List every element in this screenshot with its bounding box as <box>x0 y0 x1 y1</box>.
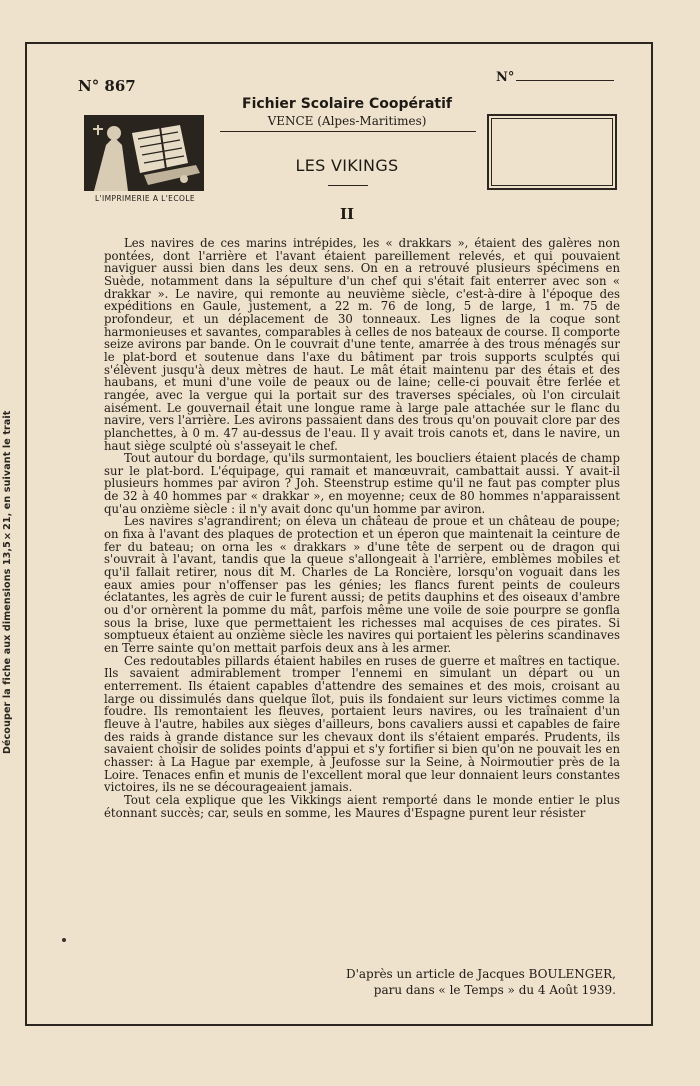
margin-dot <box>62 938 66 942</box>
publisher-location: VENCE (Alpes-Maritimes) <box>267 114 427 128</box>
article-body <box>104 237 620 819</box>
number-blank-label: N° <box>496 70 515 85</box>
header-rule <box>220 131 476 132</box>
number-blank <box>496 70 614 85</box>
paragraph: Tout autour du bordage, qu'ils surmontaient, les boucliers étaient placés de champ sur le plat-bord. L'équipage, qui ramait et manœuvrait, cambattait aussi. Y avait-il plusieurs hommes par aviron ? Joh. Steenstrup estime qu'il ne faut pas compter plus de 32 à 40 hommes par « drakkar », en moyenne; ceux de 80 hommes n'apparaissent qu'au onzième siècle : il n'y avait donc qu'un homme par aviron. <box>104 451 620 516</box>
publisher-name: Fichier Scolaire Coopératif <box>242 96 452 112</box>
credit-line-1: D'après un article de Jacques BOULENGER, <box>345 967 616 981</box>
paragraph: Ces redoutables pillards étaient habiles en ruses de guerre et maîtres en tactique. Ils savaient admirablement tromper l'ennemi en simulant un départ ou un enterrement. Ils étaient capables d'attendre des semaines et des mois, croisant au large ou dissimulés dans quelque îlot, puis ils fondaient sur leurs victimes comme la foudre. Ils remontaient les fleuves, portaient leurs navires, ou les traînaient d'un fleuve à l'autre, habiles aux sièges d'ailleurs, bons cavaliers aussi et capables de faire des raids à grande distance sur les chevaux dont ils s'étaient emparés. Prudents, ils savaient choisir de solides points d'appui et s'y fortifier si bien qu'on ne pouvait les en chasser: à La Hague par exemple, à Jeufosse sur la Seine, à Noirmoutier près de la Loire. Tenaces enfin et munis de l'excellent moral que leur donnaient leurs constantes victoires, ils ne se décourageaient jamais. <box>104 653 620 795</box>
paragraph: Les navires s'agrandirent; on éleva un château de proue et un château de poupe; on fixa à l'avant des plaques de protection et un éperon que maintenait la ceinture de fer du bateau; on orna les « drakkars » d'une tête de serpent ou de dragon qui s'ouvrait à l'avant, tandis que la queue s'allongeait à l'arrière, emblèmes mobiles et qu'il fallait retirer, nous dit M. Charles de La Roncière, lorsqu'on voguait dans les eaux amies pour n'offenser pas les génies; les flancs furent peints de couleurs éclatantes, les agrès de cuir le furent aussi; de petits dauphins et des oiseaux d'ambre ou d'or ornèrent la pomme du mât, parfois même une voile de soie pourpre se gonfla sous la brise, luxe que permettaient les richesses mal acquises de ces pirates. Si somptueux étaient au onzième siècle les navires qui portaient les pèlerins scandinaves en Terre sainte qu'on mettait parfois deux ans à les armer. <box>104 514 620 655</box>
paragraph: Tout cela explique que les Vikkings aient remporté dans le monde entier le plus étonnant succès; car, seuls en somme, les Maures d'Espagne purent leur résister <box>104 792 620 820</box>
credit-line-2: paru dans « le Temps » du 4 Août 1939. <box>373 983 616 997</box>
part-number: II <box>339 205 355 223</box>
stamp-box <box>487 114 617 190</box>
printing-press-logo-icon <box>84 115 204 191</box>
number-blank-line <box>516 80 614 81</box>
fiche-number: N° 867 <box>78 77 136 95</box>
title-rule <box>328 185 368 186</box>
cutting-instruction: Découper la fiche aux dimensions 13,5×21, en suivant le trait <box>2 410 13 754</box>
logo-caption: L'IMPRIMERIE A L'ECOLE <box>95 194 195 203</box>
paragraph: Les navires de ces marins intrépides, les « drakkars », étaient des galères non pontées, dont l'arrière et l'avant étaient pareillement relevés, et qui pouvaient naviguer aussi bien dans les deux sens. On en a retrouvé plusieurs spécimens en Suède, notamment dans la sépulture d'un chef qui s'était fait enterrer avec son « drakkar ». Le navire, qui remonte au neuvième siècle, c'est-à-dire à l'époque des expéditions en Gaule, justement, a 22 m. 76 de long, 5 de large, 1 m. 75 de profondeur, et un déplacement de 30 tonneaux. Les lignes de la coque sont harmonieuses et savantes, comparables à celles de nos bateaux de course. Il comporte seize avirons par bande. On le couvrait d'une tente, amarrée à des trous ménagés sur le plat-bord et soutenue dans l'axe du bâtiment par trois supports sculptés qui s'élèvent jusqu'à deux mètres de haut. Le mât était maintenu par des étais et des haubans, et muni d'une voile de peaux ou de laine; celle-ci pouvait être ferlée et rangée, avec la vergue qui la portait sur des traverses spéciales, où l'on circulait aisément. Le gouvernail était une longue rame à large pale attachée sur le flanc du navire, vers l'arrière. Les avirons passaient dans des trous qu'on pouvait clore par des planchettes, à 0 m. 47 au-dessus de l'eau. Il y avait trois canots et, dans le navire, un haut siège sculpté où s'asseyait le chef. <box>104 236 620 453</box>
source-credit <box>298 966 616 998</box>
page-title: LES VIKINGS <box>295 156 399 175</box>
printing-press-logo <box>84 115 204 191</box>
